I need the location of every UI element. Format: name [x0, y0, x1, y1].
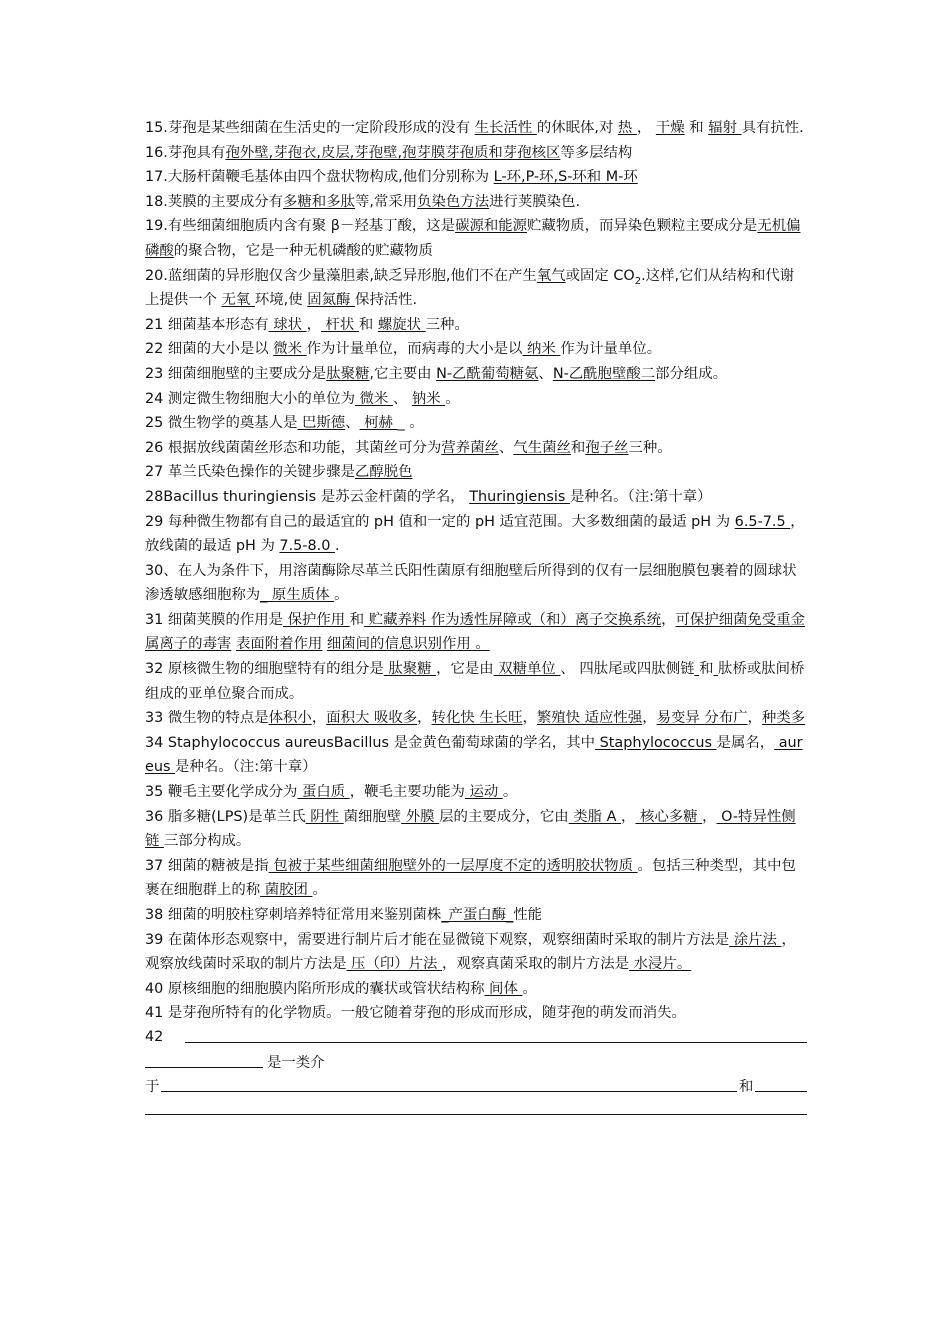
answer-text: 运动: [464, 784, 503, 801]
question-item: [145, 190, 807, 215]
answer-text: 外膜: [401, 808, 440, 825]
answer-text: 气生菌丝: [513, 439, 571, 456]
answer-text: 球状: [268, 316, 307, 333]
question-text: 。: [502, 784, 518, 801]
question-text: 18.荚膜的主要成分有: [145, 193, 284, 210]
question-text: 15.芽孢是某些细菌在生活史的一定阶段形成的没有: [145, 120, 475, 136]
question-text: 等,常采用: [354, 193, 418, 210]
answer-text: 间体: [484, 980, 523, 997]
answer-text: 营养菌丝: [441, 439, 499, 456]
question-text: .: [334, 538, 340, 555]
answer-text: 保护作用: [283, 611, 350, 628]
question-text: ，观察真菌采取的制片方法是: [441, 956, 630, 973]
question-text: 41 是芽孢所特有的化学物质。一般它随着芽孢的形成而形成，随芽孢的萌发而消失。: [145, 1005, 686, 1022]
question-text: 31 细菌荚膜的作用是: [145, 611, 284, 628]
answer-text: 杆状: [320, 316, 359, 333]
answer-text: 多糖和多肽: [283, 193, 355, 210]
question-text: 保持活性.: [354, 292, 418, 309]
question-text: 26 根据放线菌菌丝形态和功能，其菌丝可分为: [145, 439, 442, 456]
question-text: 35 鞭毛主要化学成分为: [145, 784, 298, 801]
question-text: 28Bacillus thuringiensis 是苏云金杆菌的学名，: [145, 488, 470, 505]
question-item: [145, 387, 807, 412]
question-text: 等多层结构: [560, 144, 633, 161]
answer-text: Thuringiensis: [469, 488, 570, 505]
answer-text: 细菌间的信息识别作用 。: [326, 636, 490, 653]
question-text: 27 革兰氏染色操作的关键步骤是: [145, 464, 355, 481]
answer-text: 干燥: [655, 120, 685, 136]
answer-text: 压（印）片法: [346, 956, 442, 973]
question-item: [145, 362, 807, 387]
answer-text: 巴斯德: [297, 415, 346, 432]
question-42-and: 和: [739, 1079, 754, 1096]
question-item: [145, 559, 807, 608]
question-item: [145, 608, 807, 657]
question-text: 和: [684, 120, 709, 136]
question-text: ，: [522, 710, 537, 727]
answer-text: 可保护细菌免受重金属离子的毒害: [145, 611, 806, 653]
answer-text: 钠米: [411, 390, 446, 407]
question-item: [145, 337, 807, 362]
question-text: 和: [570, 439, 586, 456]
answer-text: 负染色方法: [417, 193, 490, 210]
question-text: ，观察放线菌时采取的制片方法是: [145, 931, 796, 973]
answer-text: 氧气: [536, 267, 566, 284]
answer-text: 繁殖快 适应性强: [536, 710, 643, 727]
question-item: [145, 460, 807, 485]
answer-text: 柯赫: [359, 415, 398, 432]
question-42-mid-text: 是一类介: [267, 1054, 325, 1071]
question-item: [145, 165, 807, 190]
question-text: ,它主要由: [369, 365, 437, 382]
question-42-line-3: [145, 1075, 807, 1100]
answer-text: 贮藏养料 作为透性屏障或（和）离子交换系统: [364, 611, 662, 628]
answer-text: 无氧: [221, 292, 255, 309]
question-text: 29 每种微生物都有自己的最适宜的 pH 值和一定的 pH 适宜范围。大多数细菌的最适 pH 为: [145, 513, 735, 530]
question-item: [145, 928, 807, 977]
question-text: 肽桥或肽间桥: [718, 661, 805, 678]
answer-text: 纳米: [522, 341, 561, 358]
question-item: [145, 977, 807, 1002]
question-text: 、: [498, 439, 514, 456]
question-item: [145, 510, 807, 559]
answer-text: 螺旋状: [377, 316, 426, 333]
question-text: 三种。: [628, 439, 672, 456]
question-text: ，: [702, 808, 717, 825]
question-text: 环境,使: [254, 292, 308, 309]
question-text: .这样,它们从结构和代谢上提供一个: [145, 267, 795, 309]
question-text: 38 细菌的明胶柱穿刺培养特征常用来鉴别菌株: [145, 907, 442, 923]
question-item: [145, 411, 807, 436]
question-text: 36 脂多糖(LPS)是革兰氏: [145, 808, 306, 825]
question-text: 17.大肠杆菌鞭毛基体由四个盘状物构成,他们分别称为: [145, 169, 494, 186]
question-item: [145, 903, 807, 928]
question-42-prefix: 于: [145, 1079, 160, 1096]
answer-text: Staphylococcus: [595, 734, 717, 751]
answer-text: 6.5-7.5: [734, 513, 791, 530]
question-text: ，鞭毛主要功能为: [349, 784, 465, 801]
question-text: 。包括三种类型，其中包裹在细胞群上的称: [145, 857, 796, 899]
answer-text: 菌胶团: [260, 882, 313, 899]
question-text: 。: [312, 882, 327, 899]
question-text: 32 原核微生物的细胞壁特有的组分是: [145, 661, 384, 678]
question-text: 25 微生物学的奠基人是: [145, 415, 298, 432]
answer-text: 微米: [354, 390, 393, 407]
question-42-line-1: [145, 1026, 807, 1051]
question-text: 33 微生物的特点是: [145, 710, 269, 727]
answer-text: _ 原生质体: [260, 587, 335, 604]
answer-text: 热: [617, 120, 637, 136]
question-text: ，它是由: [436, 661, 494, 678]
question-item: [145, 485, 807, 510]
question-text: 24 测定微生物细胞大小的单位为: [145, 390, 355, 407]
question-item: [145, 141, 807, 166]
question-text: 部分组成。: [655, 365, 728, 382]
question-item: [145, 436, 807, 461]
answer-text: 无机偏磷酸: [145, 218, 801, 259]
question-item: [145, 313, 807, 338]
document-page: [145, 116, 807, 1120]
answer-text: 水浸片。: [629, 956, 692, 973]
question-text: ，: [661, 611, 676, 628]
question-text: 、: [560, 661, 580, 678]
question-item: [145, 1001, 807, 1026]
answer-text: 转化快 生长旺: [431, 710, 523, 727]
question-text: 、: [538, 365, 553, 382]
question-text: 22 细菌的大小是以: [145, 341, 274, 358]
answer-text: 双糖单位: [493, 661, 561, 678]
question-text: 、: [392, 390, 412, 407]
answer-blank-line: [145, 1067, 263, 1068]
question-text: ，: [636, 120, 656, 136]
question-text: 作为计量单位，而病毒的大小是以: [306, 341, 523, 358]
question-text: 组成的亚单位聚合而成。: [145, 685, 304, 702]
answer-text: O-特异性侧链: [145, 808, 796, 850]
question-text: 是种名。（注:第十章）: [175, 759, 317, 776]
answer-text: 核心多糖: [635, 808, 703, 825]
question-item: [145, 731, 807, 780]
question-text: 三部分构成。: [163, 833, 251, 850]
question-text: 19.有些细菌细胞质内含有聚 β－羟基丁酸，这是: [145, 218, 456, 235]
answer-text: 表面附着作用: [235, 636, 323, 653]
question-text: 21 细菌基本形态有: [145, 316, 269, 333]
answer-text: 涂片法: [729, 931, 782, 948]
question-text: 是种名。（注:第十章）: [569, 488, 712, 505]
question-42-line-2: [145, 1051, 807, 1076]
question-42-number: 42: [145, 1028, 164, 1045]
answer-blank-line: [145, 1114, 807, 1115]
question-text: 和: [349, 611, 365, 628]
question-text: ，放线菌的最适 pH 为: [145, 513, 805, 555]
question-item: [145, 657, 807, 706]
question-text: 37 细菌的糖被是指: [145, 857, 269, 874]
question-item: [145, 214, 807, 263]
question-text: 作为计量单位。: [560, 341, 662, 358]
question-text: 贮藏物质，而异染色颗粒主要成分是: [527, 218, 758, 235]
question-text: 30、在人为条件下，用溶菌酶除尽革兰氏阳性菌原有细胞壁后所得到的仅有一层细胞膜包裹着的圆球状渗透敏感细胞称为: [145, 562, 797, 604]
question-text: 。: [334, 587, 349, 604]
question-text: ，: [621, 808, 636, 825]
answer-text: 乙醇脱色: [354, 464, 413, 481]
answer-text: 蛋白质: [297, 784, 350, 801]
answer-text: L-环,P-环,S-环和 M-环: [493, 169, 638, 186]
question-text: ，: [311, 710, 327, 727]
answer-text: 类脂 A: [568, 808, 622, 825]
question-text: 、: [345, 415, 360, 432]
question-text: 三种。: [425, 316, 469, 333]
question-text: 性能: [513, 907, 543, 923]
answer-text: 孢外壁,芽孢衣,皮层,芽孢壁,孢芽膜芽孢质和芽孢核区: [225, 144, 561, 161]
question-text: ，: [747, 710, 762, 727]
answer-text: 微米: [273, 341, 307, 358]
question-text: 34 Staphylococcus aureusBacillus 是金黄色葡萄球菌的学名，其中: [145, 734, 596, 751]
question-text: 进行荚膜染色.: [489, 193, 581, 210]
answer-text: 肽聚糖: [326, 365, 370, 382]
question-text: 菌细胞壁: [343, 808, 402, 825]
answer-blank-line: [755, 1091, 807, 1092]
answer-text: _产蛋白酶_: [441, 907, 514, 923]
answer-text: 辐射: [708, 120, 742, 136]
answer-text: N-乙酰胞壁酸二: [552, 365, 656, 382]
question-item: [145, 805, 807, 854]
question-item: [145, 780, 807, 805]
answer-text: 面积大 吸收多: [326, 710, 418, 727]
question-text: 或固定 CO: [565, 267, 635, 284]
question-text: 。: [445, 390, 460, 407]
answer-blank-line: [185, 1042, 807, 1043]
question-item: [145, 116, 807, 141]
question-text: ，: [306, 316, 321, 333]
subscript-text: 2: [634, 275, 642, 287]
answer-text: 种类多: [761, 710, 806, 727]
question-text: 具有抗性.: [741, 120, 804, 136]
question-text: 和: [699, 661, 714, 678]
answer-text: 肽聚糖: [383, 661, 437, 678]
question-text: 的休眠体,对: [536, 120, 618, 136]
answer-text: aureus: [145, 734, 803, 776]
question-text: 四肽尾或四肽侧链: [579, 661, 695, 678]
question-text: 是属名，: [716, 734, 775, 751]
answer-text: 碳源和能源: [455, 218, 528, 235]
answer-text: 阴性: [305, 808, 344, 825]
question-text: 23 细菌细胞壁的主要成分是: [145, 365, 327, 382]
answer-text: N-乙酰葡萄糖氨: [436, 365, 539, 382]
answer-text: 生长活性: [474, 120, 537, 136]
answer-text: 易变异 分布广: [656, 710, 748, 727]
question-text: 层的主要成分，它由: [439, 808, 569, 825]
question-item: [145, 706, 807, 731]
question-text: ，: [642, 710, 657, 727]
question-text: 20.蓝细菌的异形胞仅含少量藻胆素,缺乏异形胞,他们不在产生: [145, 267, 537, 284]
answer-text: 孢子丝: [585, 439, 629, 456]
question-text: 和: [358, 316, 378, 333]
answer-text: 体积小: [268, 710, 312, 727]
question-text: 的聚合物，它是一种无机磷酸的贮藏物质: [173, 242, 433, 259]
question-text: 39 在菌体形态观察中，需要进行制片后才能在显微镜下观察，观察细菌时采取的制片方法是: [145, 931, 730, 948]
question-list: [145, 116, 807, 1026]
answer-blank-line: [161, 1091, 737, 1092]
question-text: 。: [522, 980, 537, 997]
question-text: 40 原核细胞的细胞膜内陷所形成的囊状或管状结构称: [145, 980, 485, 997]
question-text: _ 。: [397, 415, 424, 432]
answer-text: 包被于某些细菌细胞壁外的一层厚度不定的透明胶状物质: [268, 857, 638, 874]
question-text: ，: [417, 710, 432, 727]
question-item: [145, 264, 807, 313]
question-item: [145, 854, 807, 903]
answer-text: 固氮酶: [307, 292, 355, 309]
question-text: 16.芽孢具有: [145, 144, 226, 161]
answer-text: 7.5-8.0: [279, 538, 335, 555]
